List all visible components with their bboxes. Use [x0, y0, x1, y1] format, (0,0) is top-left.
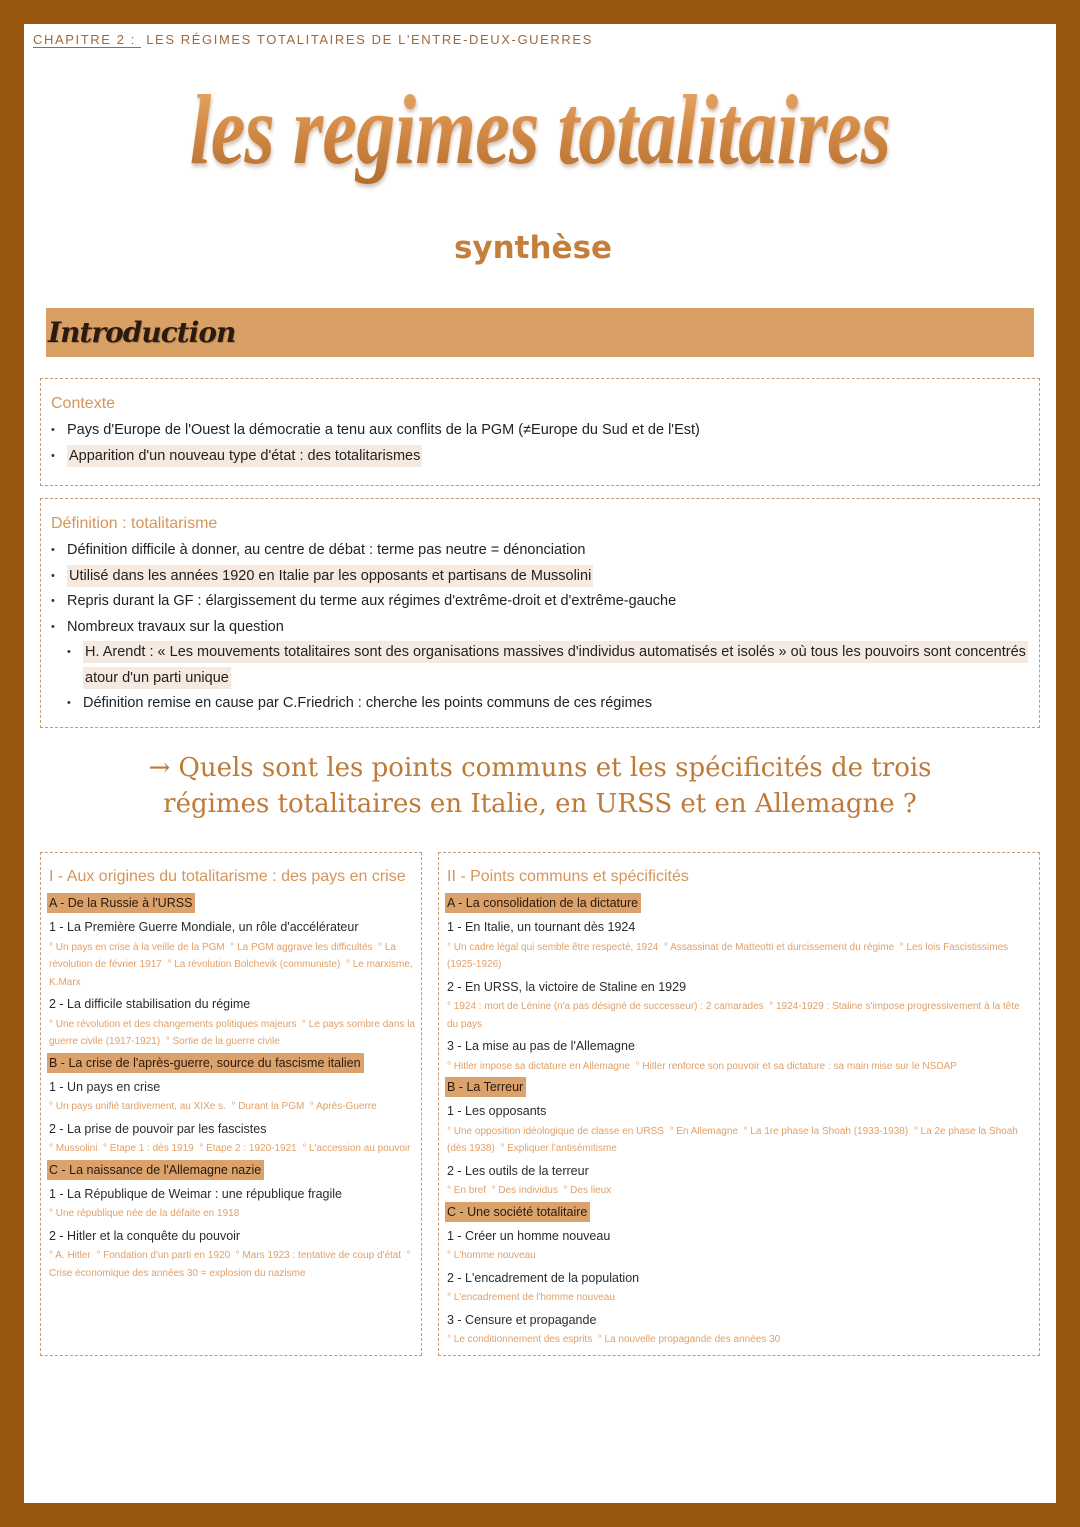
section-heading: A - De la Russie à l'URSS	[47, 893, 195, 913]
point-notes: ° Hitler impose sa dictature en Allemagne ° Hitler renforce son pouvoir et sa dictature : sa main mise sur le NSDAP	[447, 1060, 957, 1072]
definition-item-text: Repris durant la GF : élargissement du terme aux régimes d'extrême-droit et d'extrême-gauche	[67, 593, 677, 609]
definition-item-text: Définition difficile à donner, au centre de débat : terme pas neutre = dénonciation	[67, 542, 586, 558]
section-heading-row	[447, 1077, 1033, 1098]
section-heading-row	[49, 1053, 415, 1074]
definition-item	[51, 615, 1029, 641]
context-item-text: Apparition d'un nouveau type d'état : des totalitarismes	[67, 445, 422, 467]
definition-item-text: Nombreux travaux sur la question	[67, 618, 284, 635]
section-heading: C - La naissance de l'Allemagne nazie	[47, 1160, 264, 1180]
context-list	[51, 418, 1029, 469]
point-notes: ° Un pays unifié tardivement, au XIXe s. ° Durant la PGM ° Après-Guerre	[49, 1101, 377, 1112]
point-notes: ° Une opposition idéologique de classe en URSS ° En Allemagne ° La 1re phase la Shoah (1933-1938) ° La 2e phase la Shoah (dès 1938) ° Expliquer l'antisémitisme	[447, 1125, 1021, 1154]
point-title: 1 - Un pays en crise	[49, 1079, 161, 1094]
section-heading-row	[49, 1160, 415, 1181]
point-title: 1 - En Italie, un tournant dès 1924	[447, 920, 636, 934]
point-title: 1 - Créer un homme nouveau	[447, 1228, 611, 1243]
section-heading: B - La Terreur	[445, 1077, 526, 1097]
definition-subitem	[51, 691, 1029, 717]
point-title: 1 - Les opposants	[447, 1104, 547, 1118]
point-title: 2 - En URSS, la victoire de Staline en 1929	[447, 979, 687, 994]
point-notes: ° Un cadre légal qui semble être respecté, 1924 ° Assassinat de Matteotti et durcissement du régime ° Les lois Fascistissimes (1925-1926)	[447, 941, 1011, 970]
definition-item	[51, 538, 1029, 564]
definition-item-text: Utilisé dans les années 1920 en Italie par les opposants et partisans de Mussolini	[67, 565, 593, 587]
point-title: 1 - La Première Guerre Mondiale, un rôle d'accélérateur	[49, 920, 359, 934]
definition-subitem	[51, 640, 1029, 691]
point-title: 2 - Hitler et la conquête du pouvoir	[49, 1228, 241, 1243]
page-title	[0, 70, 1080, 195]
question-line-1	[40, 750, 1040, 786]
question-arrow-icon: →	[148, 753, 171, 783]
definition-subitem-text: H. Arendt : « Les mouvements totalitaires sont des organisations massives d'individus automatisés et isolés » où tous les pouvoirs sont concentrés atour d'un parti unique	[83, 641, 1028, 689]
page-title-text: les regimes totalitaires	[190, 70, 891, 190]
chapter-label: CHAPITRE 2 :	[33, 32, 141, 48]
part-2-column	[438, 852, 1040, 1356]
section-heading-row	[447, 893, 1033, 914]
definition-box	[40, 498, 1040, 728]
point-notes: ° Mussolini ° Etape 1 : dès 1919 ° Etape 2 : 1920-1921 ° L'accession au pouvoir	[49, 1143, 411, 1154]
problem-question	[40, 750, 1040, 822]
question-line-1-text: Quels sont les points communs et les spécificités de trois	[178, 753, 932, 783]
point-title: 1 - La République de Weimar : une république fragile	[49, 1186, 343, 1201]
chapter-header	[33, 31, 593, 49]
point-notes: ° Un pays en crise à la veille de la PGM ° La PGM aggrave les difficultés ° La révolution de février 1917 ° La révolution Bolchevik (communiste) ° Le marxisme, K.Marx	[49, 941, 416, 988]
point-title: 3 - La mise au pas de l'Allemagne	[447, 1039, 635, 1053]
definition-item	[51, 589, 1029, 615]
section-heading-row	[447, 1202, 1033, 1223]
section-heading: C - Une société totalitaire	[445, 1202, 590, 1222]
context-item-text: Pays d'Europe de l'Ouest la démocratie a tenu aux conflits de la PGM (≠Europe du Sud et de l'Est)	[67, 422, 700, 438]
context-box	[40, 378, 1040, 486]
point-notes: ° L'encadrement de l'homme nouveau	[447, 1292, 615, 1303]
question-line-2: régimes totalitaires en Italie, en URSS et en Allemagne ?	[163, 789, 917, 819]
introduction-label: Introduction	[48, 316, 236, 349]
definition-item	[51, 564, 1029, 590]
part-1-title: I - Aux origines du totalitarisme : des pays en crise	[49, 868, 406, 885]
point-title: 2 - Les outils de la terreur	[447, 1163, 589, 1178]
context-item	[51, 418, 1029, 444]
definition-subitem-text: Définition remise en cause par C.Friedrich : cherche les points communs de ces régimes	[83, 695, 652, 711]
chapter-title: LES RÉGIMES TOTALITAIRES DE L'ENTRE-DEUX-GUERRES	[146, 32, 593, 47]
point-notes: ° A. Hitler ° Fondation d'un parti en 1920 ° Mars 1923 : tentative de coup d'état ° Crise économique des années 30 = explosion du nazisme	[49, 1250, 414, 1279]
point-notes: ° Une révolution et des changements politiques majeurs ° Le pays sombre dans la guerre civile (1917-1921) ° Sortie de la guerre civile	[49, 1018, 418, 1047]
point-title: 2 - La difficile stabilisation du régime	[49, 997, 251, 1011]
section-heading: B - La crise de l'après-guerre, source du fascisme italien	[47, 1053, 364, 1073]
point-title: 3 - Censure et propagande	[447, 1312, 597, 1327]
section-heading-row	[49, 893, 415, 914]
point-title: 2 - La prise de pouvoir par les fascistes	[49, 1121, 267, 1136]
point-notes: ° Le conditionnement des esprits ° La nouvelle propagande des années 30	[447, 1334, 781, 1345]
point-notes: ° En bref ° Des individus ° Des lieux	[447, 1185, 612, 1196]
point-notes: ° L'homme nouveau	[447, 1250, 536, 1261]
page-subtitle: synthèse	[453, 230, 613, 266]
part-1-column	[40, 852, 422, 1356]
introduction-band	[46, 308, 1034, 357]
part-2-title: II - Points communs et spécificités	[447, 868, 689, 885]
section-heading: A - La consolidation de la dictature	[445, 893, 641, 913]
definition-heading: Définition : totalitarisme	[51, 515, 218, 532]
context-heading: Contexte	[51, 395, 116, 412]
point-title: 2 - L'encadrement de la population	[447, 1270, 640, 1285]
point-notes: ° 1924 : mort de Lénine (n'a pas désigné de successeur) : 2 camarades ° 1924-1929 : Staline s'impose progressivement à la tête du pays	[447, 1001, 1023, 1030]
context-item	[51, 444, 1029, 470]
point-notes: ° Une république née de la défaite en 1918	[49, 1208, 240, 1219]
definition-list	[51, 538, 1029, 717]
